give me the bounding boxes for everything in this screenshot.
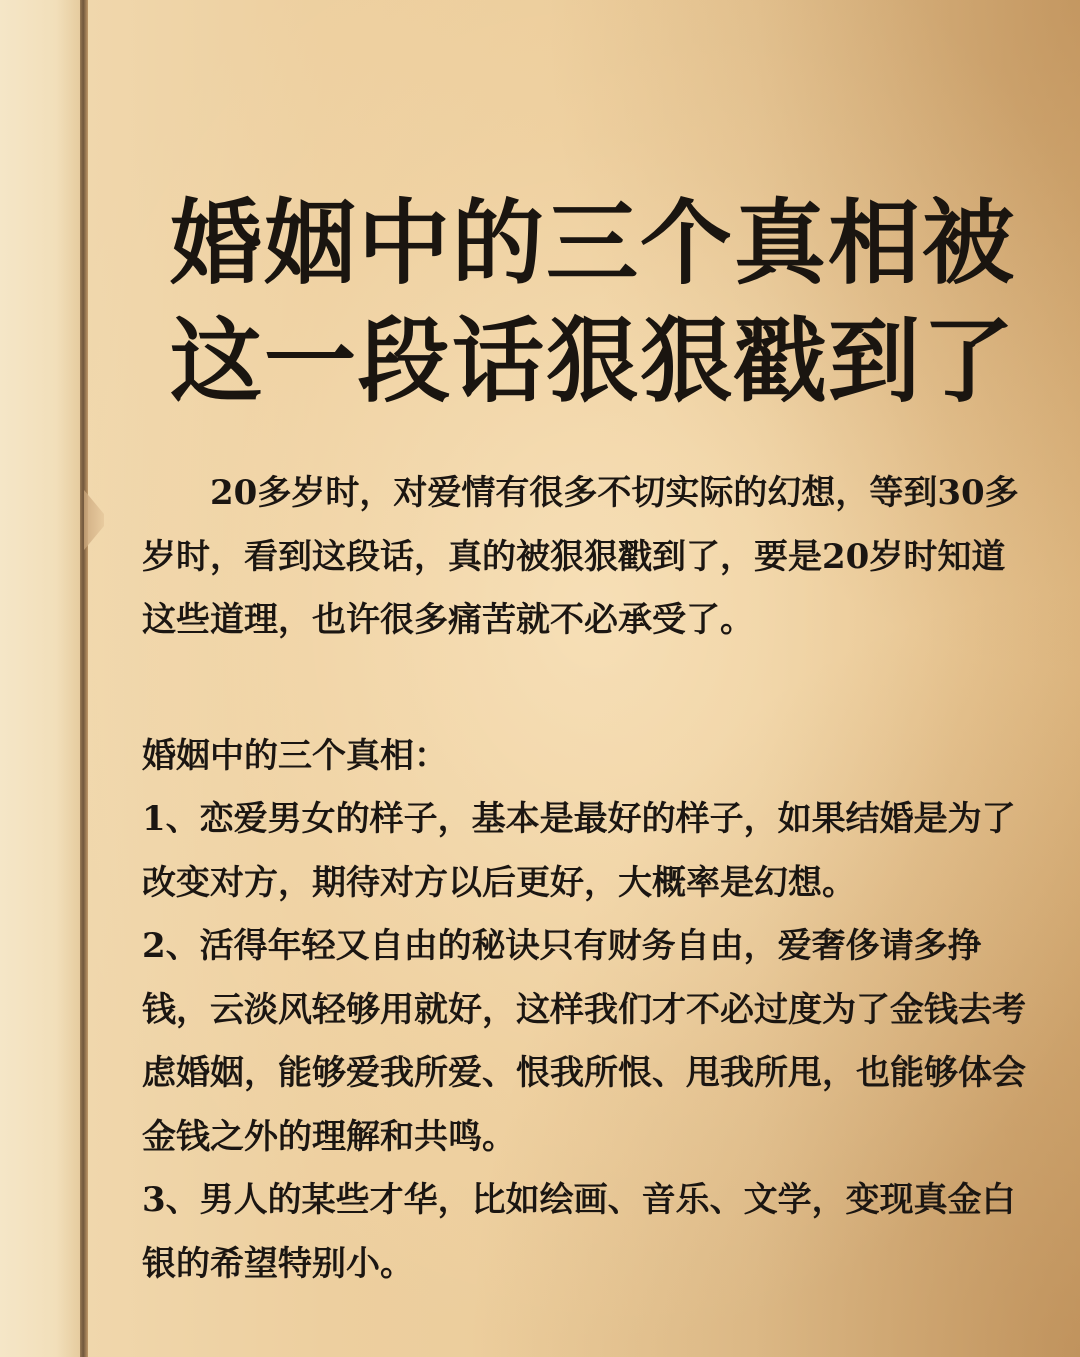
article-title [170, 185, 1050, 421]
title-line-1: 婚姻中的三个真相被 [170, 190, 1017, 297]
truth-item-3: 3、男人的某些才华，比如绘画、音乐、文学，变现真金白银的希望特别小。 [142, 1180, 1016, 1284]
title-line-2: 这一段话狠狠戳到了 [170, 308, 1017, 415]
intro-paragraph: 20多岁时，对爱情有很多不切实际的幻想，等到30多岁时，看到这段话，真的被狠狠戳到了，要是20岁时知道这些道理，也许很多痛苦就不必承受了。 [142, 473, 1019, 640]
article-body [142, 462, 1032, 1296]
section-heading: 婚姻中的三个真相： [142, 735, 448, 776]
book-spine-line [80, 0, 88, 1357]
spine-notch [84, 490, 104, 550]
book-left-page-edge [0, 0, 80, 1357]
truth-item-2: 2、活得年轻又自由的秘诀只有财务自由，爱奢侈请多挣钱，云淡风轻够用就好，这样我们才不必过度为了金钱去考虑婚姻，能够爱我所爱、恨我所恨、甩我所甩，也能够体会金钱之外的理解和共鸣。 [142, 926, 1026, 1157]
truth-item-1: 1、恋爱男女的样子，基本是最好的样子，如果结婚是为了改变对方，期待对方以后更好，大概率是幻想。 [142, 799, 1016, 903]
